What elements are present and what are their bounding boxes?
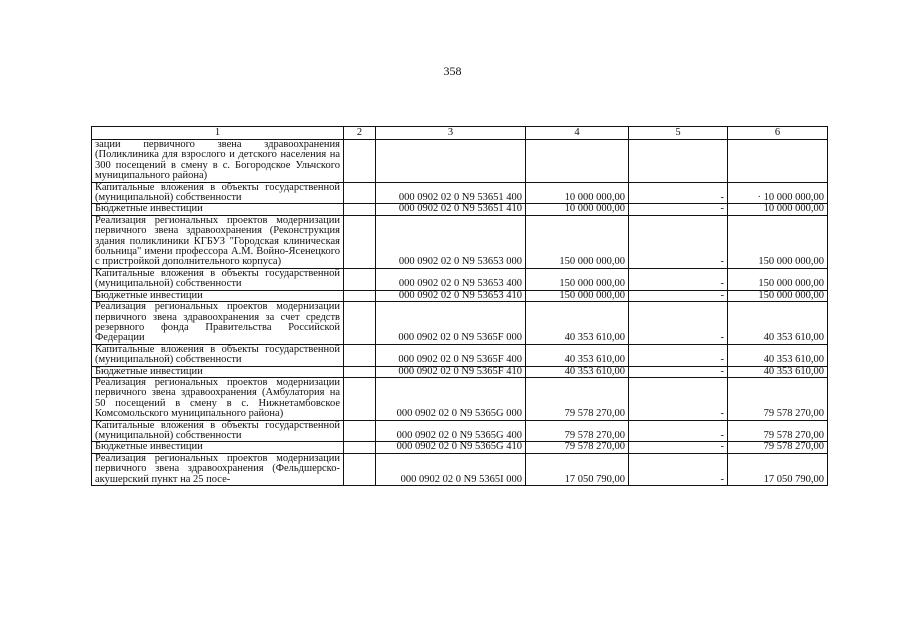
- column-2-cell: [344, 268, 376, 290]
- column-5-cell: -: [629, 290, 728, 301]
- item-name-cell: Реализация региональных проектов модернизации первичного звена здравоохранения (Реконструкция здания поликлиники КГБУЗ "Городская клиническая больница" имени профессора А.М. Войно-Ясенецкого с пристройкой дополнительного корпуса): [92, 215, 344, 268]
- table-row: [92, 344, 828, 366]
- total-cell: 150 000 000,00: [728, 215, 828, 268]
- column-5-cell: -: [629, 377, 728, 420]
- table-row: [92, 366, 828, 377]
- code-cell: 000 0902 02 0 N9 53653 000: [376, 215, 526, 268]
- amount-cell: 10 000 000,00: [526, 182, 629, 204]
- table-row: [92, 204, 828, 215]
- table-row: [92, 215, 828, 268]
- column-2-cell: [344, 140, 376, 183]
- column-2-cell: [344, 182, 376, 204]
- column-2-cell: [344, 420, 376, 442]
- code-cell: [376, 140, 526, 183]
- item-name-cell: Реализация региональных проектов модернизации первичного звена здравоохранения (Фельдшерско-акушерский пункт на 25 посе-: [92, 453, 344, 485]
- total-cell: 10 000 000,00: [728, 204, 828, 215]
- column-header: 1: [92, 127, 344, 140]
- table-row: [92, 182, 828, 204]
- amount-cell: [526, 140, 629, 183]
- total-cell: 40 353 610,00: [728, 302, 828, 345]
- item-name-cell: Бюджетные инвестиции: [92, 290, 344, 301]
- table-row: [92, 442, 828, 453]
- item-name-cell: Капитальные вложения в объекты государственной (муниципальной) собственности: [92, 420, 344, 442]
- amount-cell: 79 578 270,00: [526, 377, 629, 420]
- column-header: 5: [629, 127, 728, 140]
- total-cell: 150 000 000,00: [728, 290, 828, 301]
- code-cell: 000 0902 02 0 N9 5365G 000: [376, 377, 526, 420]
- column-5-cell: -: [629, 204, 728, 215]
- code-cell: 000 0902 02 0 N9 5365G 410: [376, 442, 526, 453]
- item-name-cell: Реализация региональных проектов модернизации первичного звена здравоохранения за счет средств резервного фонда Правительства Российской Федерации: [92, 302, 344, 345]
- page-number: 358: [443, 64, 462, 78]
- column-2-cell: [344, 442, 376, 453]
- amount-cell: 40 353 610,00: [526, 366, 629, 377]
- table-row: [92, 140, 828, 183]
- code-cell: 000 0902 02 0 N9 5365F 410: [376, 366, 526, 377]
- total-cell: 79 578 270,00: [728, 377, 828, 420]
- total-cell: 79 578 270,00: [728, 442, 828, 453]
- amount-cell: 150 000 000,00: [526, 290, 629, 301]
- table-row: [92, 420, 828, 442]
- total-cell: 17 050 790,00: [728, 453, 828, 485]
- total-cell: [728, 140, 828, 183]
- code-cell: 000 0902 02 0 N9 53653 410: [376, 290, 526, 301]
- total-cell: 150 000 000,00: [728, 268, 828, 290]
- column-2-cell: [344, 453, 376, 485]
- column-header: 4: [526, 127, 629, 140]
- item-name-cell: Капитальные вложения в объекты государственной (муниципальной) собственности: [92, 182, 344, 204]
- column-2-cell: [344, 290, 376, 301]
- column-2-cell: [344, 377, 376, 420]
- code-cell: 000 0902 02 0 N9 53653 400: [376, 268, 526, 290]
- code-cell: 000 0902 02 0 N9 53651 410: [376, 204, 526, 215]
- column-header: 2: [344, 127, 376, 140]
- table-row: [92, 377, 828, 420]
- code-cell: 000 0902 02 0 N9 5365F 400: [376, 344, 526, 366]
- amount-cell: 150 000 000,00: [526, 215, 629, 268]
- total-cell: 79 578 270,00: [728, 420, 828, 442]
- column-5-cell: -: [629, 182, 728, 204]
- column-5-cell: -: [629, 215, 728, 268]
- amount-cell: 17 050 790,00: [526, 453, 629, 485]
- code-cell: 000 0902 02 0 N9 5365G 400: [376, 420, 526, 442]
- amount-cell: 79 578 270,00: [526, 420, 629, 442]
- code-cell: 000 0902 02 0 N9 5365F 000: [376, 302, 526, 345]
- column-2-cell: [344, 302, 376, 345]
- amount-cell: 150 000 000,00: [526, 268, 629, 290]
- column-2-cell: [344, 204, 376, 215]
- column-2-cell: [344, 366, 376, 377]
- table-header-row: [92, 127, 828, 140]
- total-cell: 40 353 610,00: [728, 344, 828, 366]
- column-5-cell: -: [629, 302, 728, 345]
- column-5-cell: -: [629, 344, 728, 366]
- code-cell: 000 0902 02 0 N9 53651 400: [376, 182, 526, 204]
- item-name-cell: Капитальные вложения в объекты государственной (муниципальной) собственности: [92, 344, 344, 366]
- total-cell: · 10 000 000,00: [728, 182, 828, 204]
- table-row: [92, 302, 828, 345]
- amount-cell: 40 353 610,00: [526, 302, 629, 345]
- column-5-cell: -: [629, 366, 728, 377]
- column-header: 6: [728, 127, 828, 140]
- column-5-cell: [629, 140, 728, 183]
- item-name-cell: Бюджетные инвестиции: [92, 366, 344, 377]
- item-name-cell: Бюджетные инвестиции: [92, 442, 344, 453]
- item-name-cell: зации первичного звена здравоохранения (Поликлиника для взрослого и детского населения на 300 посещений в смену в с. Богородское Ульчского муниципального района): [92, 140, 344, 183]
- column-2-cell: [344, 215, 376, 268]
- item-name-cell: Реализация региональных проектов модернизации первичного звена здравоохранения (Амбулатория на 50 посещений в смену в с. Нижнетамбовское Комсомольского муниципального района): [92, 377, 344, 420]
- amount-cell: 40 353 610,00: [526, 344, 629, 366]
- table-row: [92, 268, 828, 290]
- table-row: [92, 453, 828, 485]
- column-header: 3: [376, 127, 526, 140]
- table-row: [92, 290, 828, 301]
- column-5-cell: -: [629, 420, 728, 442]
- item-name-cell: Капитальные вложения в объекты государственной (муниципальной) собственности: [92, 268, 344, 290]
- code-cell: 000 0902 02 0 N9 5365I 000: [376, 453, 526, 485]
- item-name-cell: Бюджетные инвестиции: [92, 204, 344, 215]
- amount-cell: 10 000 000,00: [526, 204, 629, 215]
- amount-cell: 79 578 270,00: [526, 442, 629, 453]
- table-body: [92, 140, 828, 486]
- column-5-cell: -: [629, 453, 728, 485]
- column-2-cell: [344, 344, 376, 366]
- budget-table: [91, 126, 828, 486]
- column-5-cell: -: [629, 268, 728, 290]
- column-5-cell: -: [629, 442, 728, 453]
- total-cell: 40 353 610,00: [728, 366, 828, 377]
